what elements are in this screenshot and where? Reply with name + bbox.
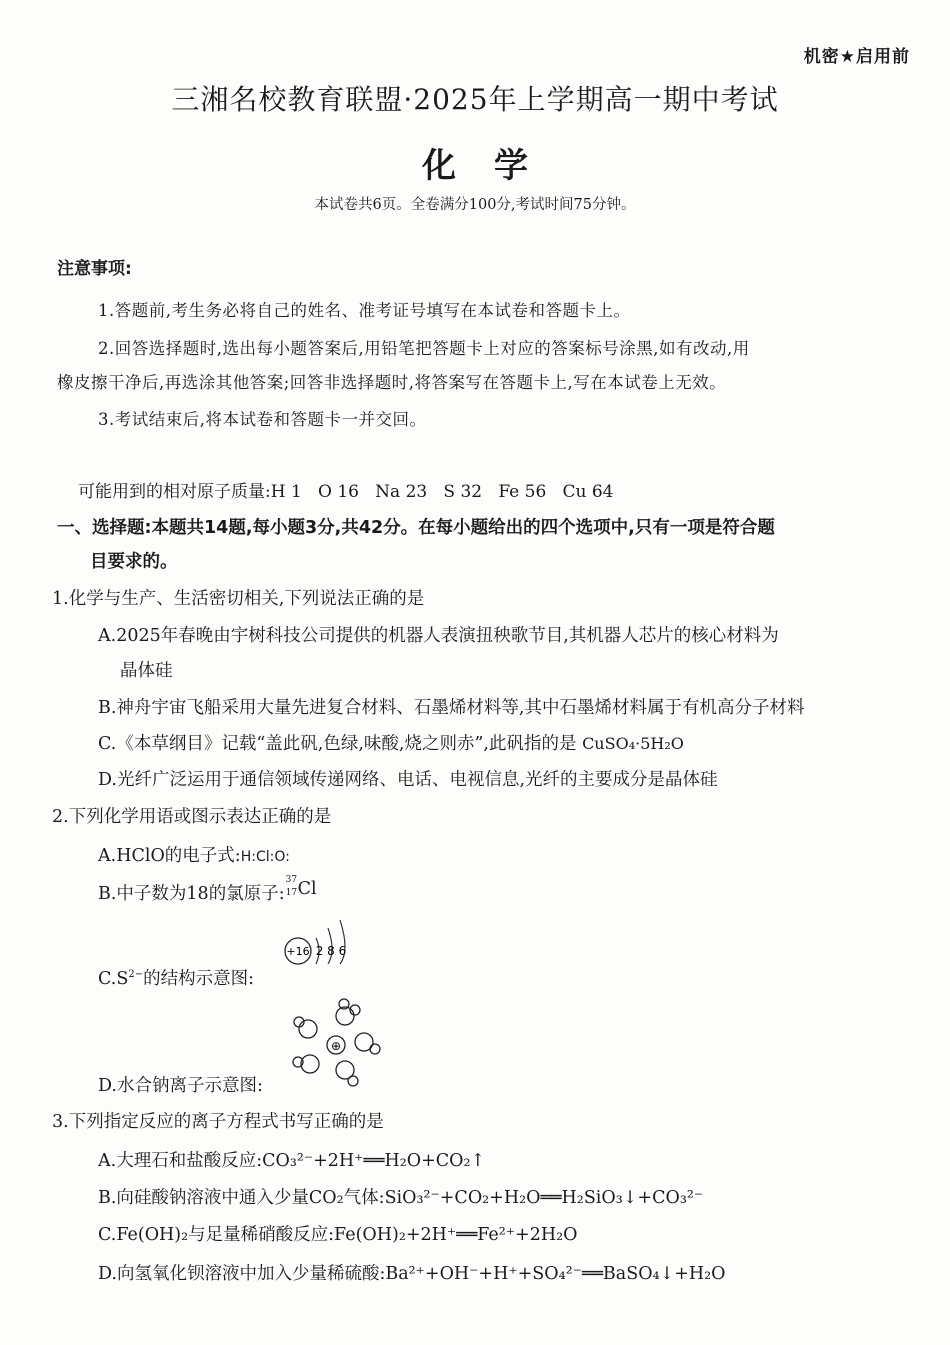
q1-option-a-cont: 晶体硅: [120, 661, 173, 681]
notice-item-3: 3.考试结束后,将本试卷和答题卡一并交回。: [98, 410, 427, 429]
atomic-masses: 可能用到的相对原子质量:H 1 O 16 Na 23 S 32 Fe 56 Cu 64: [78, 482, 614, 502]
notice-item-2: 2.回答选择题时,选出每小题答案后,用铅笔把答题卡上对应的答案标号涂黑,如有改动,用: [98, 339, 750, 358]
q2-option-a-label: A.HClO的电子式:: [98, 846, 241, 866]
q3-option-a: A.大理石和盐酸反应:CO₃²⁻+2H⁺══H₂O+CO₂↑: [98, 1151, 486, 1171]
q2-option-c: [98, 965, 254, 990]
question-1-stem: 1.化学与生产、生活密切相关,下列说法正确的是: [52, 589, 425, 609]
q3-option-d: D.向氢氧化钡溶液中加入少量稀硫酸:Ba²⁺+OH⁻+H⁺+SO₄²⁻══BaSO₄↓+H₂O: [98, 1264, 726, 1284]
q1-option-c-formula: CuSO₄·5H₂O: [582, 734, 684, 753]
notice-title: 注意事项:: [57, 259, 132, 279]
sulfide-structure-diagram: [278, 908, 358, 968]
exam-title: 三湘名校教育联盟·2025年上学期高一期中考试: [171, 83, 779, 116]
notice-item-1: 1.答题前,考生务必将自己的姓名、准考证号填写在本试卷和答题卡上。: [98, 301, 631, 320]
water-molecule-o: [299, 1020, 317, 1038]
section-heading: 一、选择题:本题共14题,每小题3分,共42分。在每小题给出的四个选项中,只有一项是符合题: [57, 518, 775, 538]
atomic-number: 17: [285, 888, 298, 898]
q3-option-b: B.向硅酸钠溶液中通入少量CO₂气体:SiO₃²⁻+CO₂+H₂O══H₂SiO₃↓+CO₃²⁻: [98, 1188, 704, 1208]
mass-number: 37: [285, 875, 298, 885]
exam-info: 本试卷共6页。全卷满分100分,考试时间75分钟。: [314, 197, 636, 213]
q2-option-c-prefix: C.S: [98, 969, 129, 989]
q1-option-c-text: C.《本草纲目》记载“盖此矾,色绿,味酸,烧之则赤”,此矾指的是: [98, 734, 577, 754]
sulfide-charge: 2−: [128, 969, 144, 980]
water-molecule-h: [370, 1044, 380, 1054]
water-molecule-o: [336, 1007, 354, 1025]
nucleus-charge: +16: [286, 945, 310, 958]
q1-option-d: D.光纤广泛运用于通信领域传递网络、电话、电视信息,光纤的主要成分是晶体硅: [98, 770, 718, 790]
secret-label: 机密★启用前: [803, 47, 910, 67]
q1-option-b: B.神舟宇宙飞船采用大量先进复合材料、石墨烯材料等,其中石墨烯材料属于有机高分子材料: [98, 698, 805, 718]
subject-title: 化学: [422, 146, 566, 186]
notice-item-2-cont: 橡皮擦干净后,再选涂其他答案;回答非选择题时,将答案写在答题卡上,写在本试卷上无效。: [57, 373, 727, 392]
nuclide-notation: [285, 875, 321, 899]
water-molecule-h: [348, 1076, 358, 1086]
hydrated-sodium-ion-diagram: [288, 996, 388, 1092]
question-3-stem: 3.下列指定反应的离子方程式书写正确的是: [52, 1112, 384, 1132]
question-2-stem: 2.下列化学用语或图示表达正确的是: [52, 807, 332, 827]
q2-option-b-label: B.中子数为18的氯原子:: [98, 884, 285, 904]
q2-option-d: D.水合钠离子示意图:: [98, 1076, 263, 1096]
hclo-electron-formula: H:Cl:O:: [240, 849, 290, 865]
shell-electrons: 2 8 6: [315, 944, 347, 958]
q1-option-c: [98, 730, 684, 755]
sodium-plus-sign: ⊕: [330, 1039, 342, 1053]
q1-option-a: A.2025年春晚由宇树科技公司提供的机器人表演扭秧歌节目,其机器人芯片的核心材料为: [98, 626, 779, 646]
element-symbol: Cl: [297, 879, 317, 899]
q2-option-b: [98, 875, 321, 905]
q2-option-a: [98, 842, 290, 867]
q2-option-c-suffix: 的结构示意图:: [143, 969, 254, 989]
water-molecule-o: [301, 1055, 319, 1073]
section-heading-cont: 目要求的。: [90, 552, 178, 572]
q3-option-c: C.Fe(OH)₂与足量稀硝酸反应:Fe(OH)₂+2H⁺══Fe²⁺+2H₂O: [98, 1225, 578, 1245]
